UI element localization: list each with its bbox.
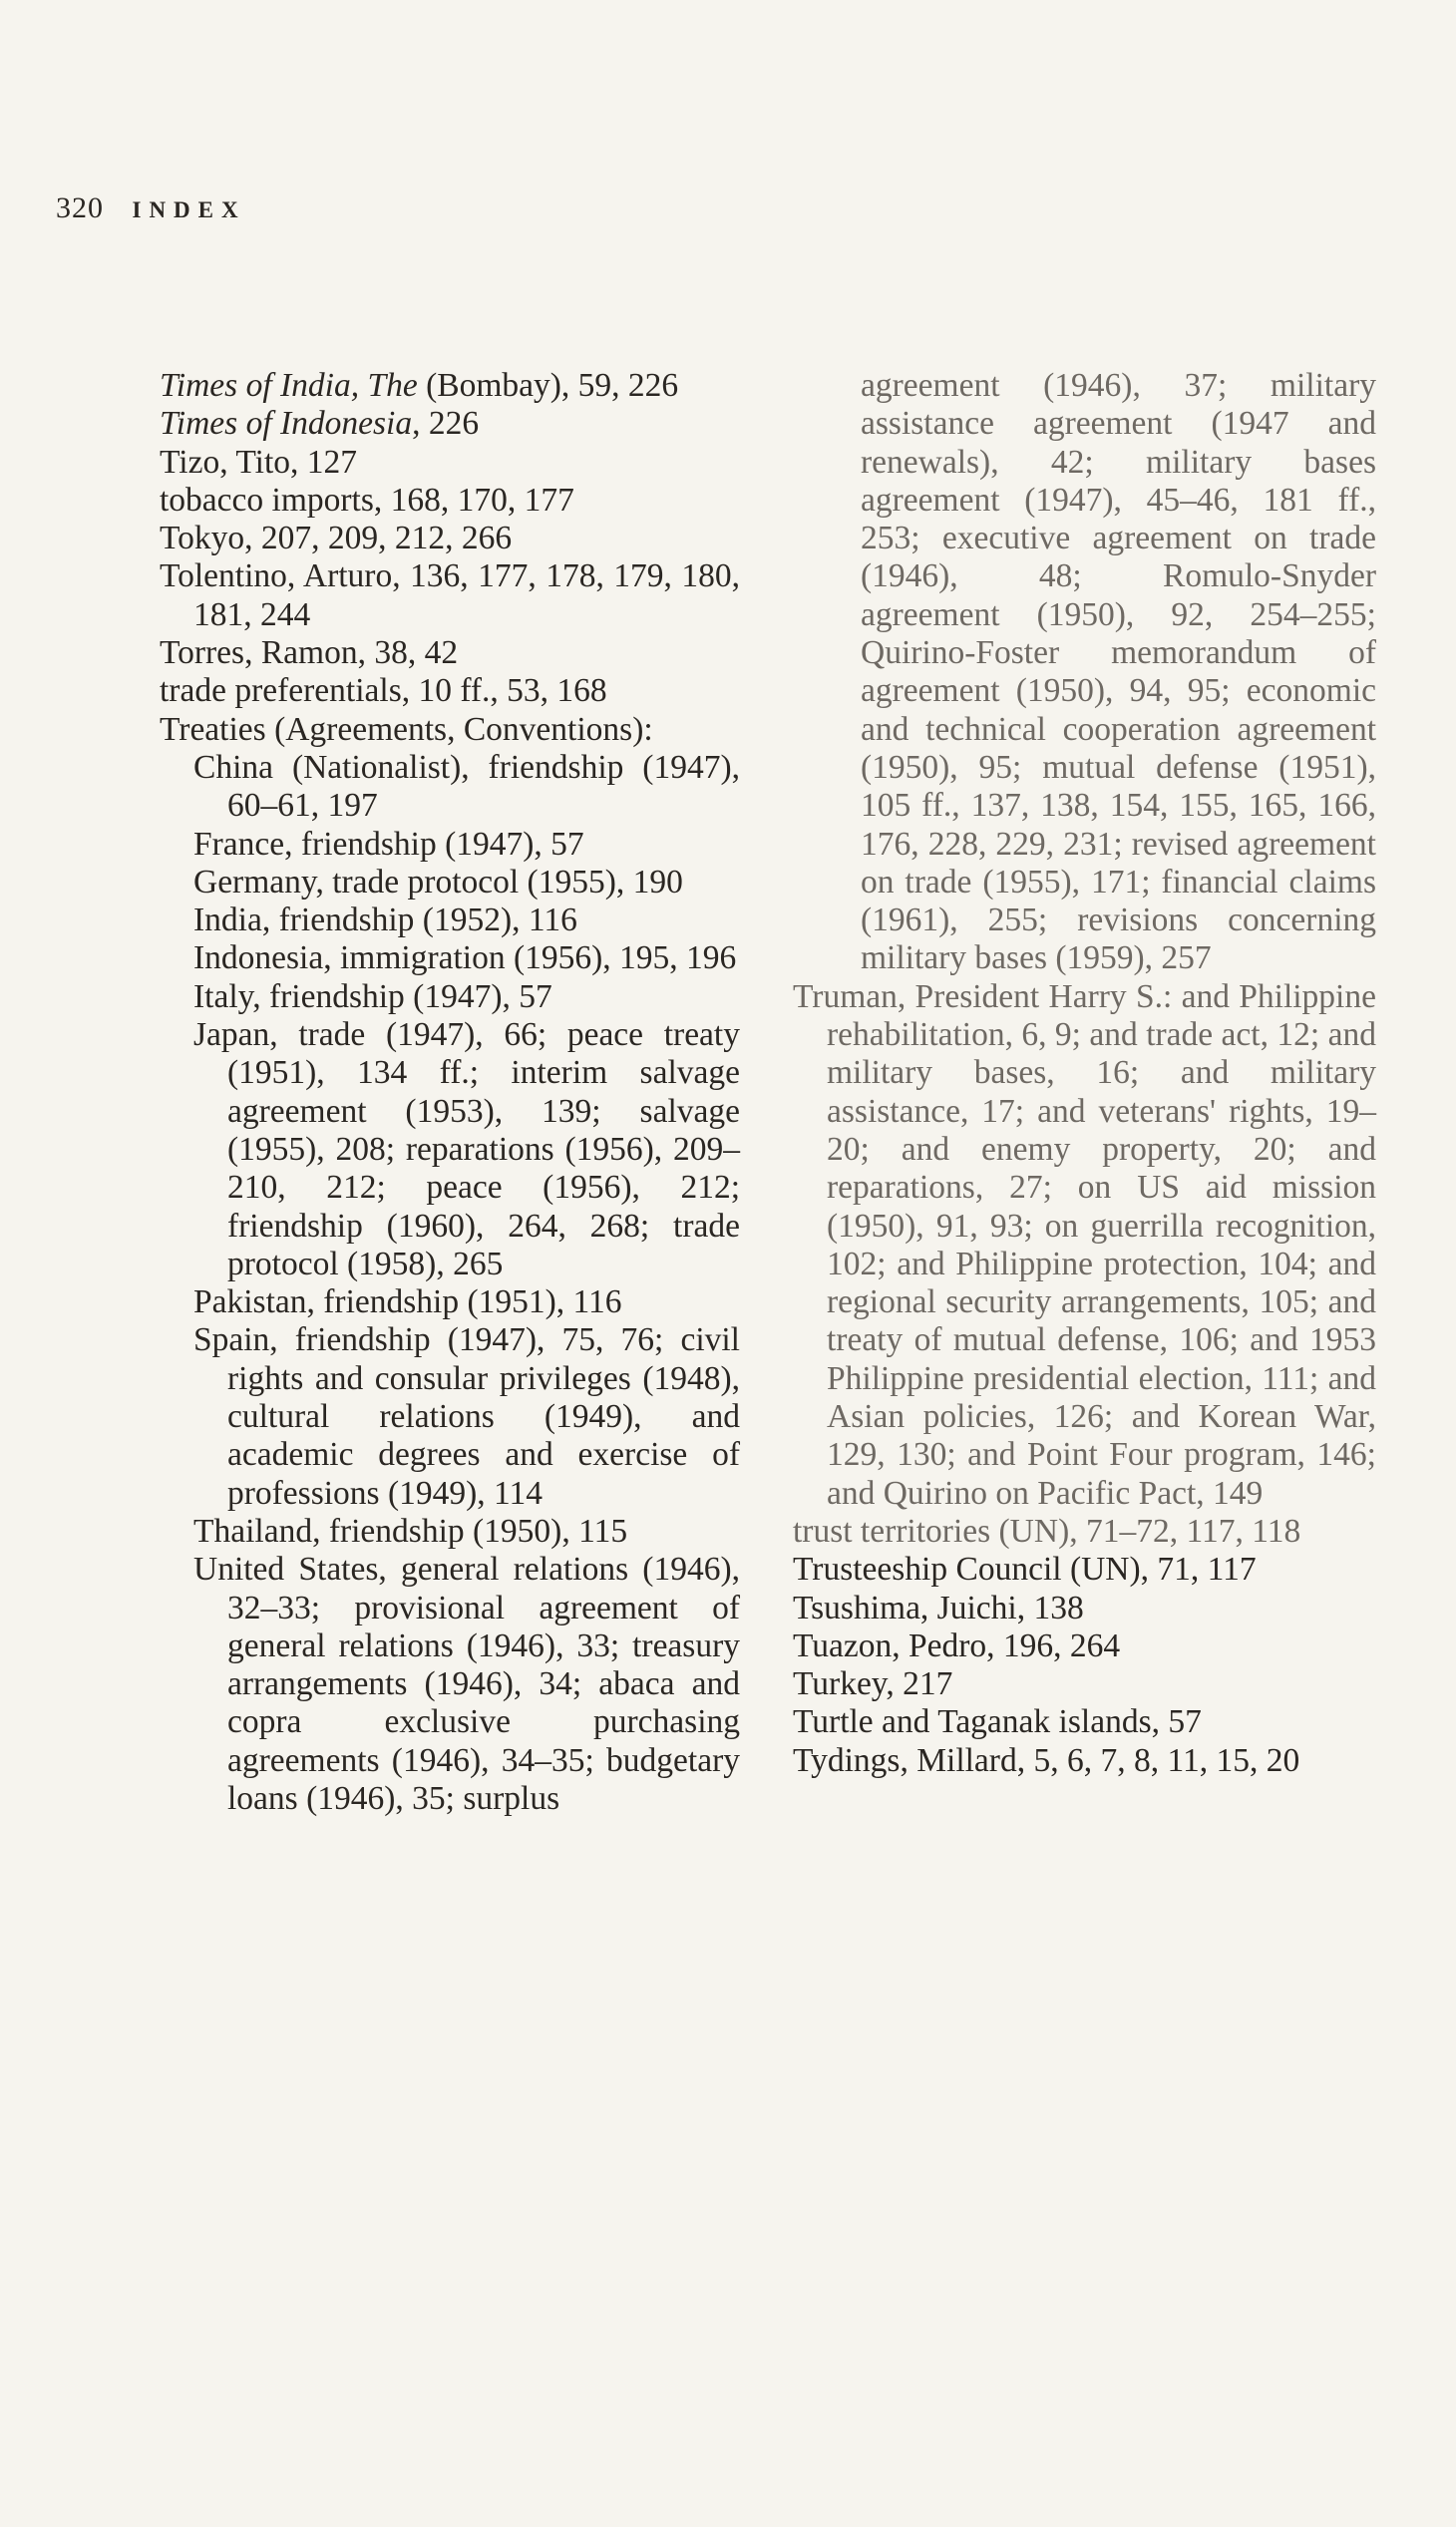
index-subentry: France, friendship (1947), 57 (193, 825, 584, 863)
index-subentry-continued: agreement (1946), 37; military assistance agreement (1947 and renewals), 42; military bases agreement (1947), 45–46, 181 ff., 253; executive agreement on trade (1946), 48; Romulo-Snyder agreement (1950), 92, 254–255; Quirino-Foster memorandum of agreement (1950), 94, 95; economic and technical cooperation agreement (1950), 95; mutual defense (1951), 105 ff., 137, 138, 154, 155, 165, 166, 176, 228, 229, 231; revised agreement on trade (1955), 171; financial claims (1961), 255; revisions concerning military bases (1959), 257 (861, 367, 1376, 977)
index-entry: trade preferentials, 10 ff., 53, 168 (160, 672, 607, 710)
index-subentry: United States, general relations (1946), 32–33; provisional agreement of general relations (1946), 33; treasury arrangements (1946), 34; abaca and copra exclusive purchasing agreements (1946), 34–35; budgetary loans (1946), 35; surplus (193, 1551, 740, 1817)
entry-text: , 226 (412, 405, 480, 443)
index-entry: trust territories (UN), 71–72, 117, 118 (793, 1512, 1301, 1550)
entry-title: Times of Indonesia (160, 405, 413, 443)
index-entry: Tizo, Tito, 127 (160, 443, 358, 481)
index-column-left (160, 367, 740, 1818)
index-entry (160, 367, 740, 405)
index-entry: Trusteeship Council (UN), 71, 117 (793, 1551, 1257, 1589)
index-subentry: India, friendship (1952), 116 (193, 902, 577, 939)
index-subentry: Japan, trade (1947), 66; peace treaty (1951), 134 ff.; interim salvage agreement (1953), 139; salvage (1955), 208; reparations (1956), 209–210, 212; peace (1956), 212; friendship (1960), 264, 268; trade protocol (1958), 265 (193, 1016, 740, 1282)
index-subentry: Germany, trade protocol (1955), 190 (193, 863, 683, 901)
page-number: 320 (56, 191, 104, 224)
index-entry: Tokyo, 207, 209, 212, 266 (160, 520, 513, 557)
index-entry: Truman, President Harry S.: and Philippine rehabilitation, 6, 9; and trade act, 12; and military bases, 16; and military assistance, 17; and veterans' rights, 19–20; and enemy property, 20; and reparations, 27; on US aid mission (1950), 91, 93; on guerrilla recognition, 102; and Philippine protection, 104; and regional security arrangements, 105; and treaty of mutual defense, 106; and 1953 Philippine presidential election, 111; and Asian policies, 126; and Korean War, 129, 130; and Point Four program, 146; and Quirino on Pacific Pact, 149 (793, 977, 1376, 1512)
index-entry (160, 405, 740, 443)
index-entry: Turkey, 217 (793, 1665, 953, 1703)
index-subentry: Spain, friendship (1947), 75, 76; civil rights and consular privileges (1948), cultural relations (1949), and academic degrees and exercise of professions (1949), 114 (193, 1321, 740, 1512)
index-entry: Tolentino, Arturo, 136, 177, 178, 179, 180, 181, 244 (160, 557, 740, 633)
entry-text: (Bombay), 59, 226 (417, 367, 679, 404)
section-title: INDEX (132, 197, 246, 222)
index-entry: Tsushima, Juichi, 138 (793, 1589, 1084, 1626)
index-subentry: Pakistan, friendship (1951), 116 (193, 1283, 622, 1321)
index-entry: Tydings, Millard, 5, 6, 7, 8, 11, 15, 20 (793, 1741, 1300, 1779)
index-subentry: China (Nationalist), friendship (1947), 60–61, 197 (193, 748, 740, 825)
entry-title: Times of India, The (160, 367, 418, 404)
index-subentry: Italy, friendship (1947), 57 (193, 977, 552, 1015)
index-subentry: Indonesia, immigration (1956), 195, 196 (193, 939, 737, 977)
index-column-right (793, 367, 1376, 1780)
index-entry: Torres, Ramon, 38, 42 (160, 634, 459, 672)
page-header (56, 191, 246, 225)
index-entry: Turtle and Taganak islands, 57 (793, 1703, 1202, 1741)
index-subentry: Thailand, friendship (1950), 115 (193, 1512, 628, 1550)
index-entry-treaties: Treaties (Agreements, Conventions): (160, 710, 653, 748)
index-entry: Tuazon, Pedro, 196, 264 (793, 1626, 1121, 1664)
index-entry: tobacco imports, 168, 170, 177 (160, 481, 574, 519)
